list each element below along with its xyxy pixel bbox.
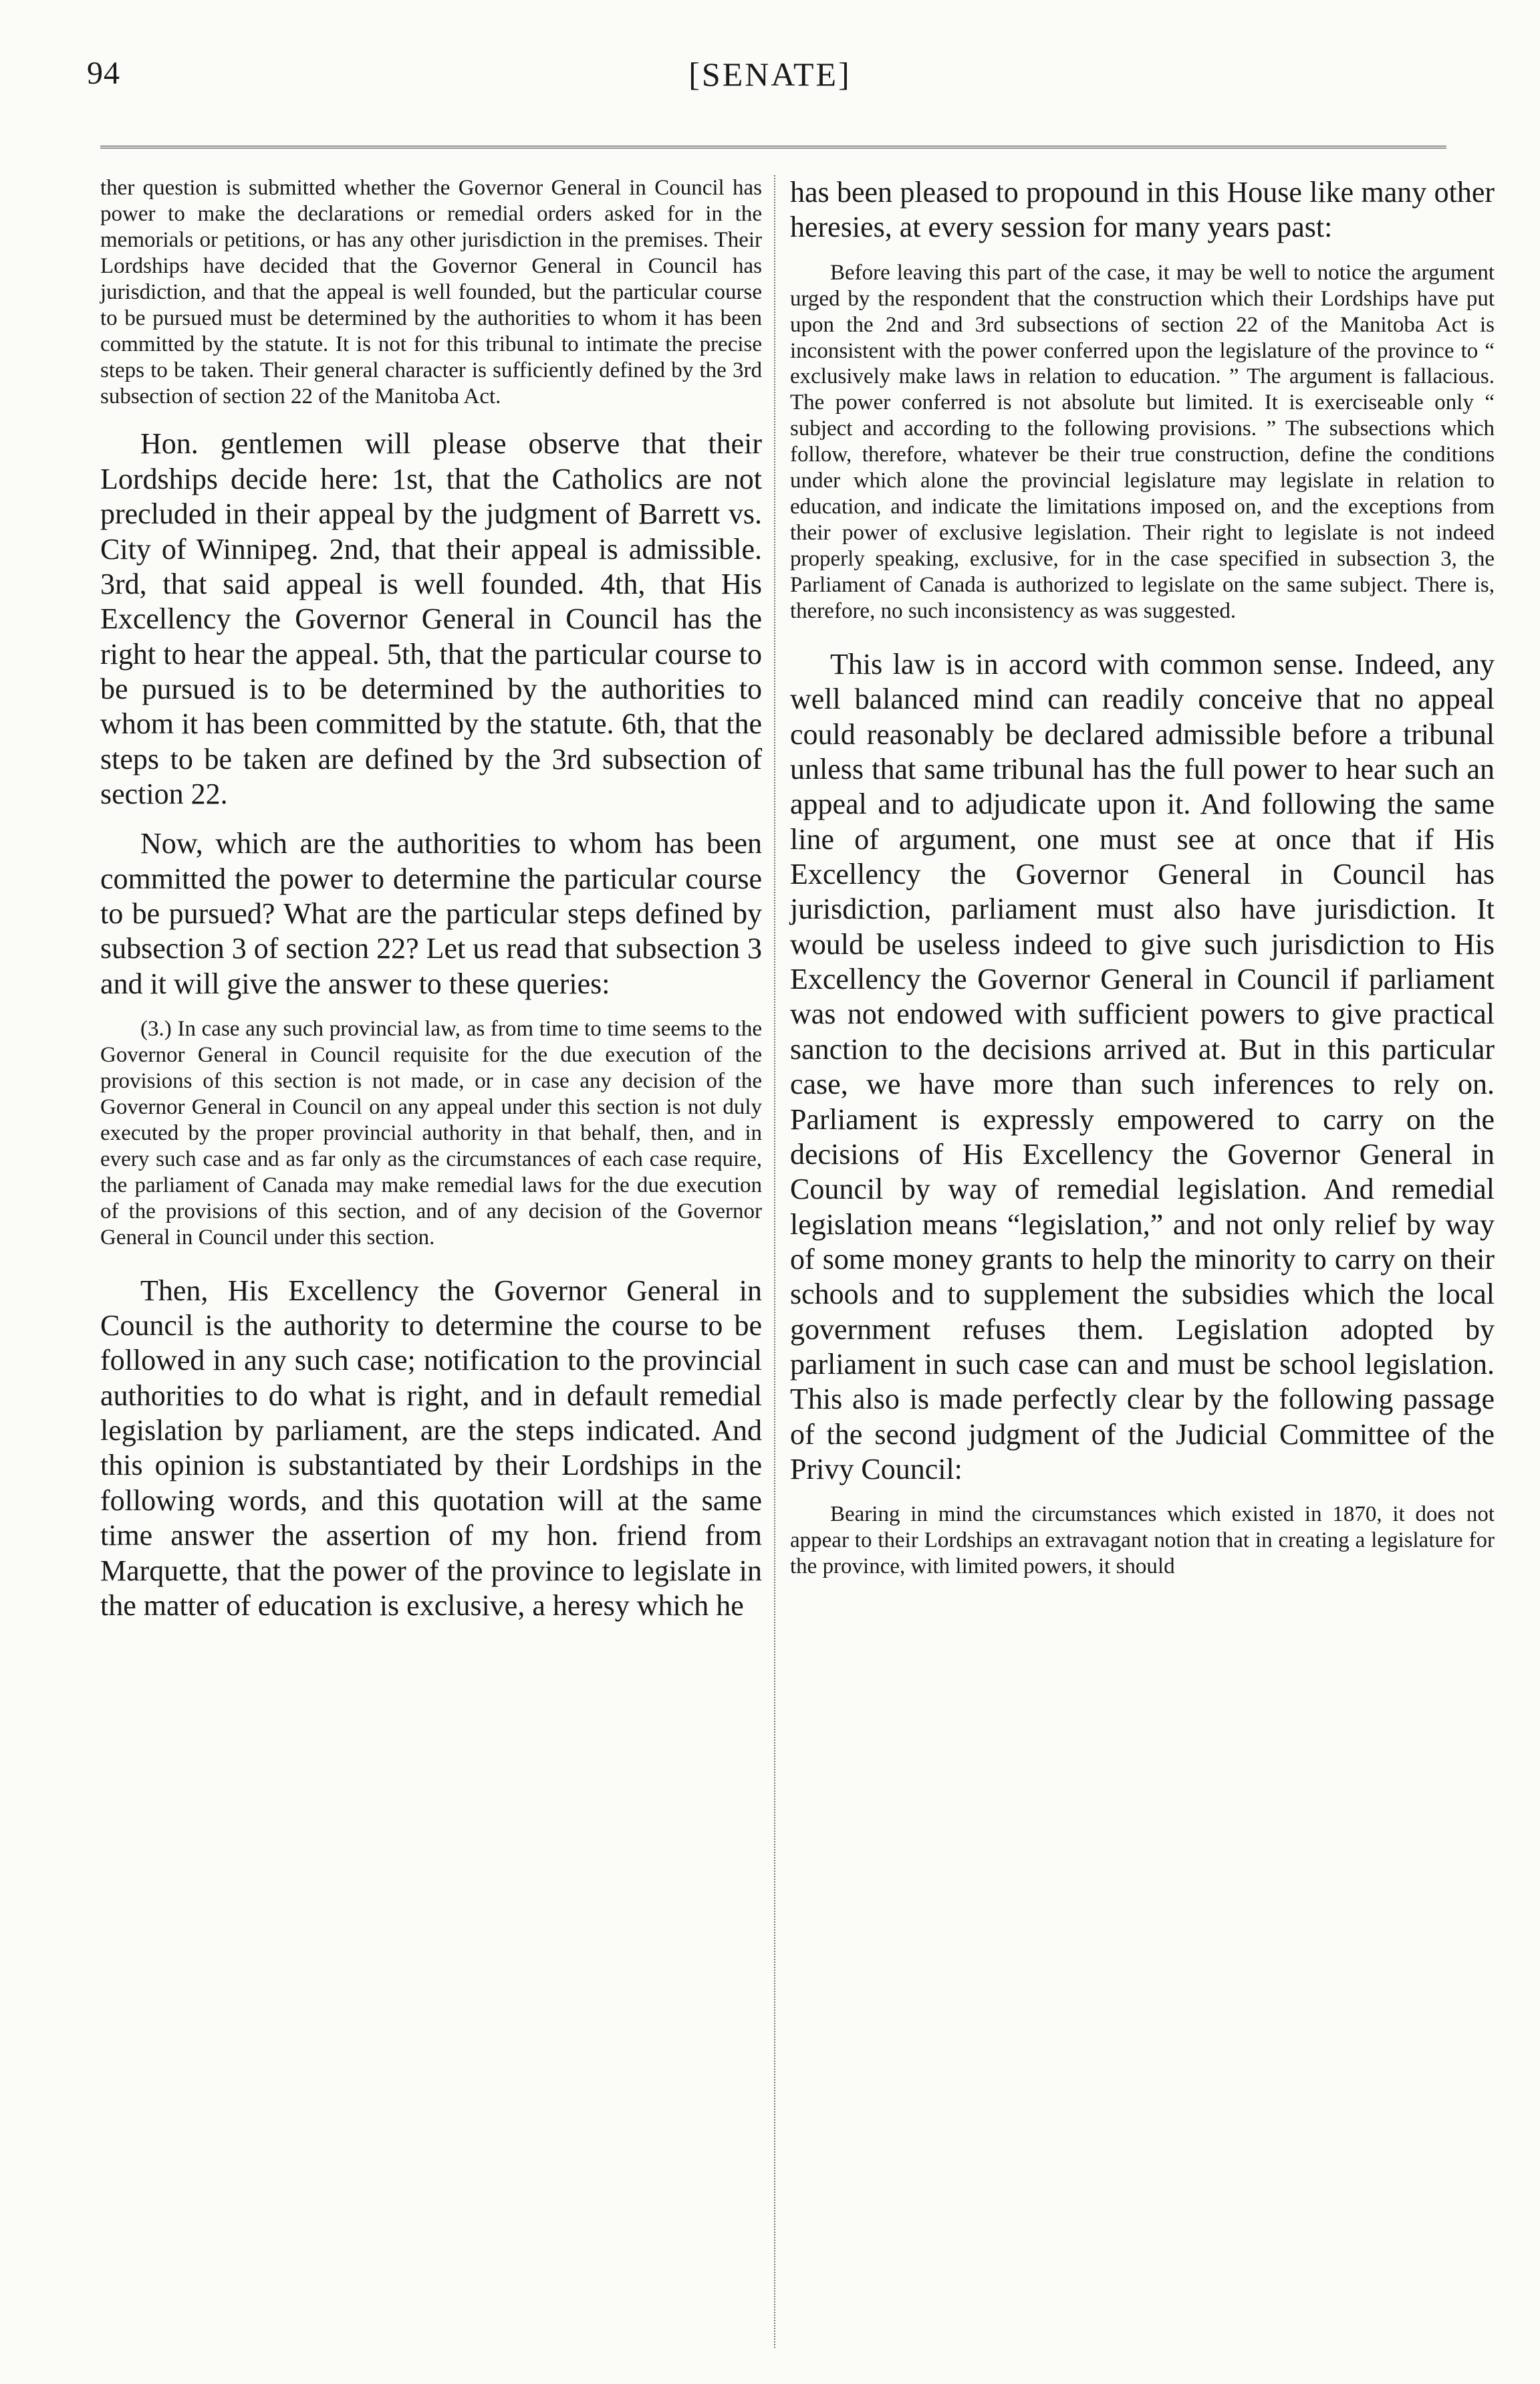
left-paragraph-2: Hon. gentlemen will please observe that their Lordships decide here: 1st, that the Catholics are not precluded in their appeal by the judgment of Barrett vs. City of Winnipeg. 2nd, that their appeal is admissible. 3rd, that said appeal is well founded. 4th, that His Excellency the Governor General in Council has the right to hear the appeal. 5th, that the particular course to be pursued is to be determined by the authorities to whom it has been committed by the statute. 6th, that the steps to be taken are defined by the 3rd subsection of section 22. [100, 427, 762, 811]
left-paragraph-4: Then, His Excellency the Governor General in Council is the authority to determine the course to be followed in any such case; notification to the provincial authorities to do what is right, and in default remedial legislation by parliament, are the steps indicated. And this opinion is substantiated by their Lordships in the following words, and this quotation will at the same time answer the assertion of my hon. friend from Marquette, that the power of the province to legislate in the matter of education is exclusive, a heresy which he [100, 1274, 762, 1622]
page-header [67, 55, 1473, 108]
judgment-quote-2: Bearing in mind the circumstances which existed in 1870, it does not appear to their Lordships an extravagant notion that in creating a legislature for the province, with limited powers, it should [790, 1502, 1495, 1579]
left-paragraph-1: ther question is submitted whether the Governor General in Council has power to make the declarations or remedial orders asked for in the memorials or petitions, or has any other jurisdiction in the premises. Their Lordships have decided that the Governor General in Council has jurisdiction, and that the appeal is well founded, but the particular course to be pursued must be determined by the authorities to whom it has been committed by the statute. It is not for this tribunal to intimate the precise steps to be taken. Their general character is sufficiently defined by the 3rd subsection of section 22 of the Manitoba Act. [100, 176, 762, 408]
column-divider [774, 175, 775, 2348]
right-paragraph-1: has been pleased to propound in this House like many other heresies, at every session for many years past: [790, 176, 1495, 244]
left-column [100, 175, 762, 1638]
judgment-quote-1: Before leaving this part of the case, it may be well to notice the argument urged by the respondent that the construction which their Lordships have put upon the 2nd and 3rd subsections of section 22 of the Manitoba Act is inconsistent with the power conferred upon the legislature of the province to “ exclusively make laws in relation to education. ” The argument is fallacious. The power conferred is not absolute but limited. It is exerciseable only “ subject and according to the following provisions. ” The subsections which follow, therefore, whatever be their true construction, define the conditions under which alone the provincial legislature may legislate in relation to education, and indicate the limitations imposed on, and the exceptions from their power of exclusive legislation. Their right to legislate is not indeed properly speaking, exclusive, for in the case specified in subsection 3, the Parliament of Canada is authorized to legislate on the same subject. There is, therefore, no such inconsistency as was suggested. [790, 260, 1495, 623]
header-rule [100, 146, 1446, 148]
statute-quote: (3.) In case any such provincial law, as from time to time seems to the Governor General in Council requisite for the due execution of the provisions of this section is not made, or in case any decision of the Governor General in Council on any appeal under this section is not duly executed by the proper provincial authority in that behalf, then, and in every such case and as far only as the circumstances of each case require, the parliament of Canada may make remedial laws for the due execution of the provisions of this section, and of any decision of the Governor General in Council under this section. [100, 1017, 762, 1249]
right-paragraph-2: This law is in accord with common sense. Indeed, any well balanced mind can readily conceive that no appeal could reasonably be declared admissible before a tribunal unless that same tribunal has the full power to hear such an appeal and to adjudicate upon it. And following the same line of argument, one must see at once that if His Excellency the Governor General in Council has jurisdiction, parliament must also have jurisdiction. It would be useless indeed to give such jurisdiction to His Excellency the Governor General in Council if parliament was not endowed with sufficient powers to give practical sanction to the decisions arrived at. But in this particular case, we have more than such inferences to rely on. Parliament is expressly empowered to carry on the decisions of His Excellency the Governor General in Council by way of remedial legislation. And remedial legislation means “legislation,” and not only relief by way of some money grants to help the minority to carry on their schools and to supplement the subsidies which the local government refuses them. Legislation adopted by parliament in such case can and must be school legislation. This also is made perfectly clear by the following passage of the second judgment of the Judicial Committee of the Privy Council: [790, 647, 1495, 1486]
running-head: [SENATE] [688, 55, 852, 93]
page-number: 94 [87, 55, 120, 91]
left-paragraph-3: Now, which are the authorities to whom has been committed the power to determine the particular course to be pursued? What are the particular steps defined by subsection 3 of section 22? Let us read that subsection 3 and it will give the answer to these queries: [100, 827, 762, 1000]
right-column [790, 175, 1495, 1602]
